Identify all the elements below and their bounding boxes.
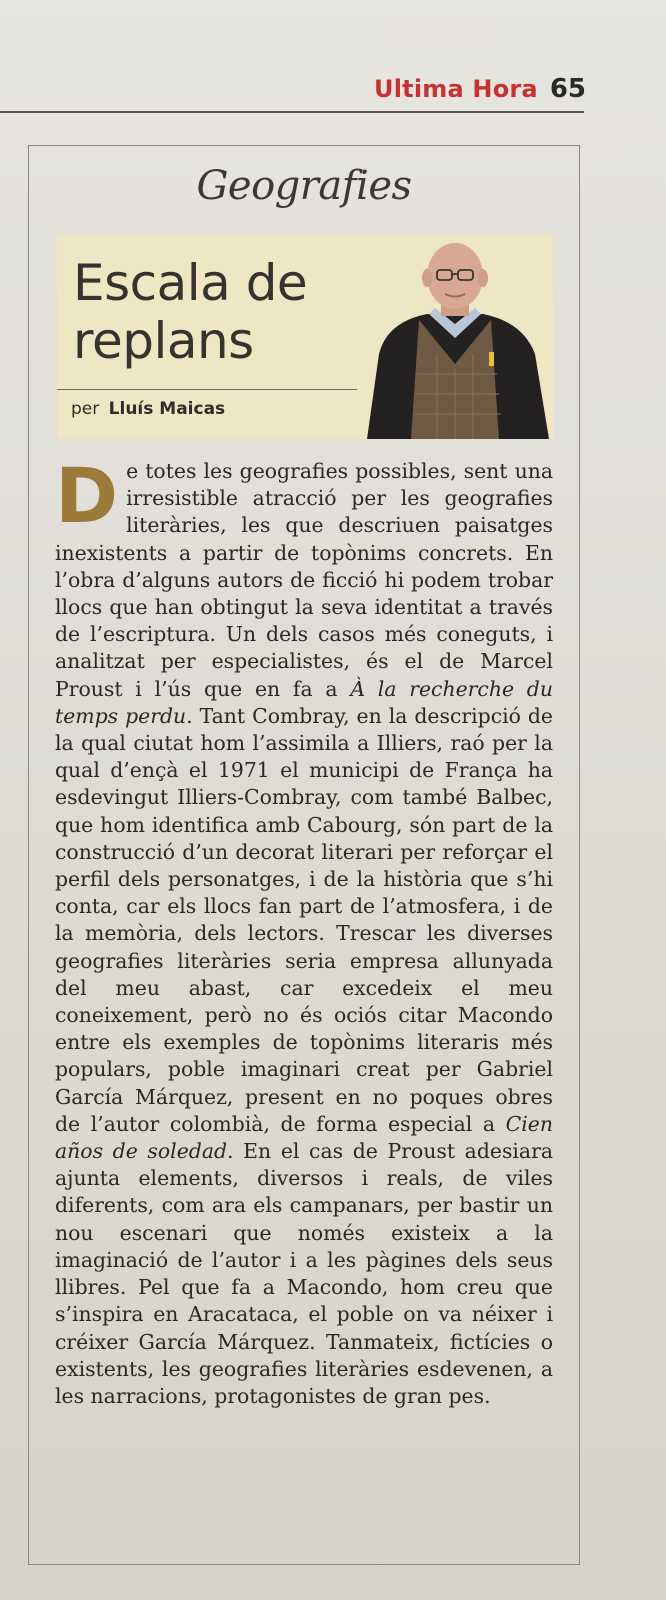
newspaper-name: Ultima Hora xyxy=(374,75,538,103)
byline-rule xyxy=(57,389,357,390)
page-number: 65 xyxy=(549,74,586,104)
masthead xyxy=(374,74,586,104)
column-banner xyxy=(57,234,553,439)
byline-prefix: per xyxy=(71,399,100,419)
author-name: Lluís Maicas xyxy=(108,399,226,419)
section-title: Geografies xyxy=(196,163,412,209)
article-text-part2: . Tant Combray, en la descripció de la qual ciutat hom l’assimila a Illiers, raó per la qual d’ençà el 1971 el municipi de França ha esdevingut Illiers-Combray, com també Balbec, que hom identifica amb Cabourg, són part de la construcció d’un decorat literari per reforçar el perfil dels personatges, i de la història que s’hi conta, car els llocs fan part de l’atmosfera, i de la memòria, dels lectors. Trescar les diverses geografies literàries seria empresa allunyada del meu abast, car excedeix el meu coneixement, però no és ociós citar Macondo entre els exemples de topònims literaris més populars, poble imaginari creat per Gabriel García Márquez, present en no poques obres de l’autor colombià, de forma especial a xyxy=(55,703,554,1136)
article-text-part1: e totes les geografies possibles, sent una irresistible atracció per les geografies literàries, les que descriuen paisatges inexistents a partir de topònims concrets. En l’obra d’alguns autors de ficció hi podem trobar llocs que han obtingut la seva identitat a través de l’escriptura. Un dels casos més coneguts, i analitzat per especialistes, és el de Marcel Proust i l’ús que en fa a xyxy=(55,459,553,701)
drop-cap: D xyxy=(55,451,119,540)
column-title-line1: Escala de xyxy=(73,254,308,312)
book-title-garcia-marquez: Cien años de soledad xyxy=(55,1111,553,1164)
byline xyxy=(71,399,225,419)
book-title-proust: À la recherche du temps perdu xyxy=(55,676,553,728)
column-title xyxy=(73,254,307,370)
author-photo xyxy=(357,234,553,439)
column-title-line2: replans xyxy=(73,312,254,370)
article-text-part3: . En el cas de Proust adesiara ajunta elements, diversos i reals, de viles diferents, com ara els campanars, per bastir un nou escenari que només existeix a la imaginació de l’autor i a les pàgines dels seus llibres. Pel que fa a Macondo, hom creu que s’inspira en Aracataca, el poble on va néixer i créixer García Márquez. Tanmateix, fictícies o existents, les geografies literàries esdevenen, a les narracions, protagonistes de gran pes. xyxy=(55,1139,553,1408)
article-body xyxy=(55,451,554,1410)
header-rule xyxy=(0,111,584,113)
